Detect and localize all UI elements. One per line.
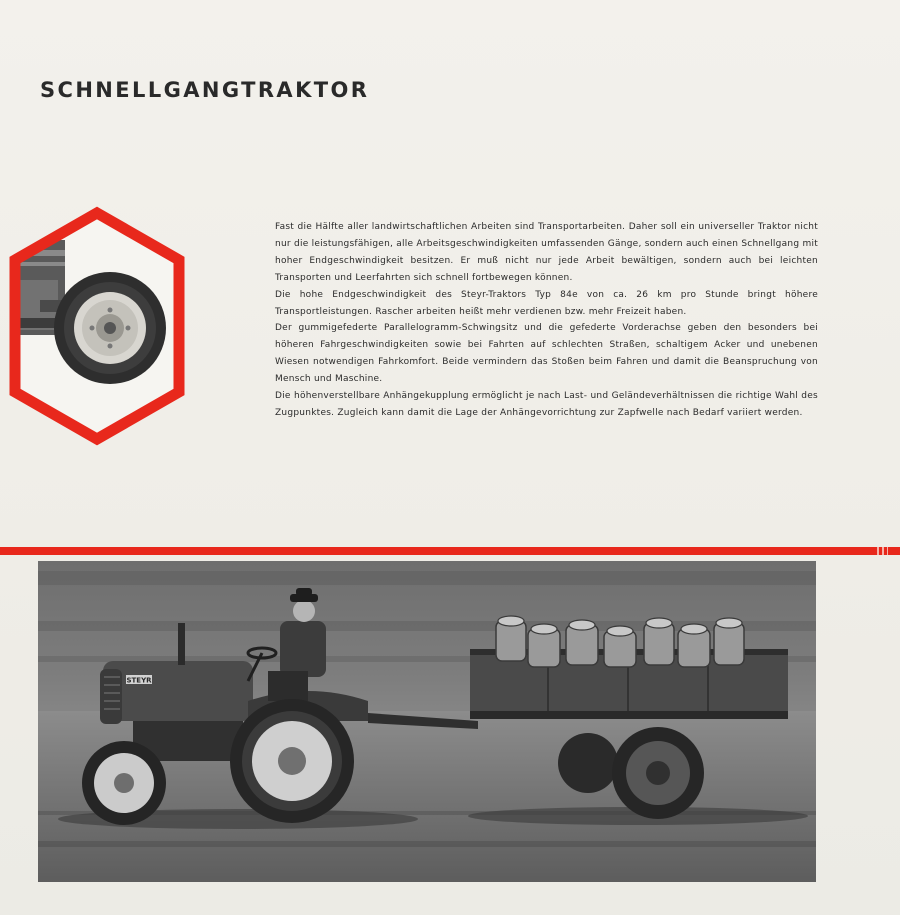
paragraph-comfort: Der gummigefederte Parallelogramm-Schwingsitz und die gefederte Vorderachse geben den besonders bei höheren Fahrgeschwindigkeiten sowie bei Fahrten auf schlechten Straßen, schaltigem Acker und unebenen Wiesen notwendigen Fahrkomfort. Beide vermindern das Stoßen beim Fahren und damit die Beanspruchung von Mensch und Maschine. [275, 323, 818, 385]
tractor-photo [38, 561, 816, 882]
hexagon-image [0, 200, 190, 452]
body-text [275, 219, 818, 422]
steyr-badge: STEYR [126, 676, 152, 685]
divider-marker [874, 547, 888, 555]
page-title: SCHNELLGANGTRAKTOR [40, 78, 370, 102]
paragraph-speed: Die hohe Endgeschwindigkeit des Steyr-Traktors Typ 84e von ca. 26 km pro Stunde bringt höhere Transportleistungen. Rascher arbeiten heißt mehr verdienen bzw. mehr Freizeit haben. [275, 289, 818, 317]
front-axle-suspension-icon [0, 200, 190, 452]
tractor-with-trailer-photo [38, 561, 816, 882]
red-divider [0, 547, 900, 555]
paragraph-transport: Fast die Hälfte aller landwirtschaftlichen Arbeiten sind Transportarbeiten. Daher soll ein universeller Traktor nicht nur die leistungsfähigen, alle Arbeitsgeschwindigkeiten umfassenden Gänge, sondern auch einen Schnellgang mit hoher Endgeschwindigkeit besitzen. Er muß nicht nur jede Arbeit bewältigen, sondern auch bei leichten Transporten und Leerfahrten sich schnell fortbewegen können. [275, 222, 818, 283]
paragraph-coupling: Die höhenverstellbare Anhängekupplung ermöglicht je nach Last- und Geländeverhältnissen die richtige Wahl des Zugpunktes. Zugleich kann damit die Lage der Anhängevorrichtung zur Zapfwelle nach Bedarf variiert werden. [275, 391, 818, 418]
